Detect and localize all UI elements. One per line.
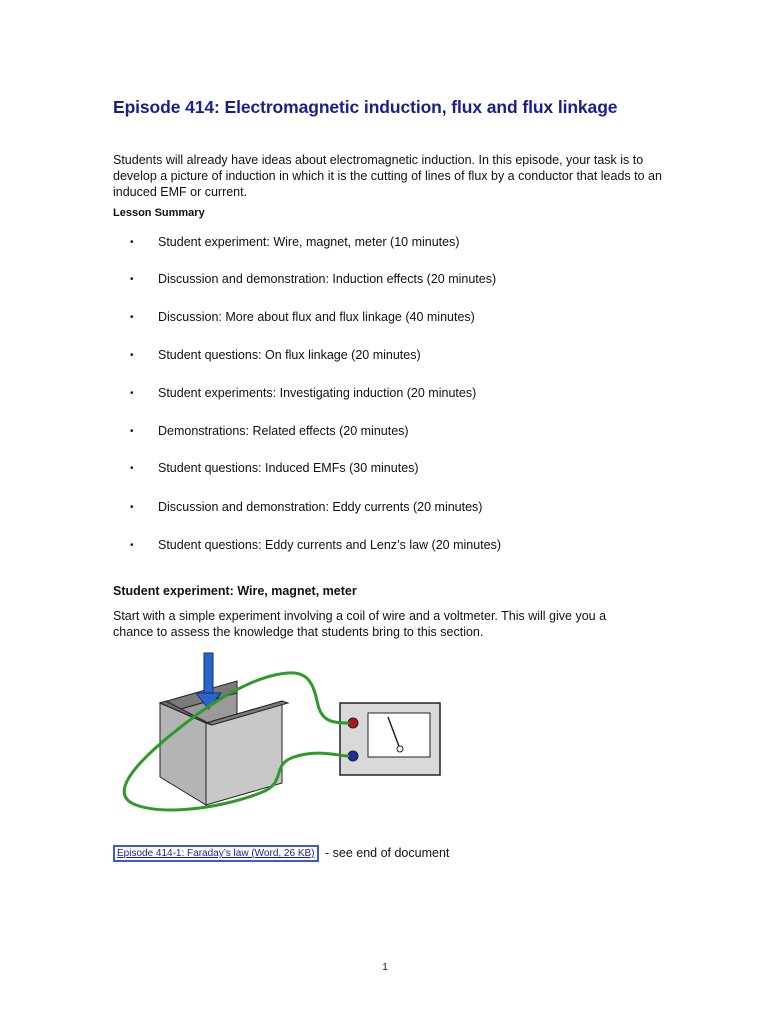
episode-link[interactable]: Episode 414-1: Faraday’s law (Word, 26 KB): [113, 845, 319, 862]
list-item: [130, 424, 409, 444]
list-item: [130, 235, 460, 255]
bullet-icon: •: [130, 350, 134, 361]
reference-suffix: - see end of document: [321, 846, 450, 860]
bullet-icon: •: [130, 540, 134, 551]
list-item: [130, 386, 476, 406]
list-item-text: Demonstrations: Related effects (20 minutes): [158, 424, 409, 438]
section-paragraph: Start with a simple experiment involving a coil of wire and a voltmeter. This will give you a chance to assess the knowledge that students bring to this section.: [113, 609, 607, 639]
lesson-summary-heading: Lesson Summary: [113, 207, 205, 219]
list-item-text: Discussion and demonstration: Eddy currents (20 minutes): [158, 500, 483, 514]
bullet-icon: •: [130, 237, 134, 248]
bullet-icon: •: [130, 274, 134, 285]
bullet-icon: •: [130, 463, 134, 474]
list-item-text: Discussion: More about flux and flux linkage (40 minutes): [158, 310, 475, 324]
list-item-text: Student experiments: Investigating induction (20 minutes): [158, 386, 477, 400]
bullet-icon: •: [130, 426, 134, 437]
list-item: [130, 538, 501, 558]
list-item: [130, 461, 419, 481]
experiment-diagram: [110, 645, 450, 820]
reference-line: [113, 845, 449, 862]
page-title: Episode 414: Electromagnetic induction, flux and flux linkage: [113, 97, 618, 117]
bullet-icon: •: [130, 388, 134, 399]
list-item-text: Student questions: Eddy currents and Lenz’s law (20 minutes): [158, 538, 502, 552]
list-item-text: Discussion and demonstration: Induction effects (20 minutes): [158, 272, 497, 286]
bullet-icon: •: [130, 502, 134, 513]
voltmeter-illustration: [340, 703, 440, 775]
list-item-text: Student questions: On flux linkage (20 minutes): [158, 348, 421, 362]
section-heading: Student experiment: Wire, magnet, meter: [113, 584, 357, 598]
list-item: [130, 272, 496, 292]
intro-paragraph: Students will already have ideas about electromagnetic induction. In this episode, your task is to develop a picture of induction in which it is the cutting of lines of flux by a conductor that leads to an induced EMF or current.: [113, 153, 662, 199]
list-item: [130, 310, 475, 330]
list-item: [130, 348, 421, 368]
list-item-text: Student questions: Induced EMFs (30 minutes): [158, 461, 419, 475]
magnet-illustration: [160, 681, 288, 805]
list-item-text: Student experiment: Wire, magnet, meter (10 minutes): [158, 235, 460, 249]
bullet-icon: •: [130, 312, 134, 323]
page-number: 1: [382, 962, 388, 973]
list-item: [130, 500, 482, 520]
